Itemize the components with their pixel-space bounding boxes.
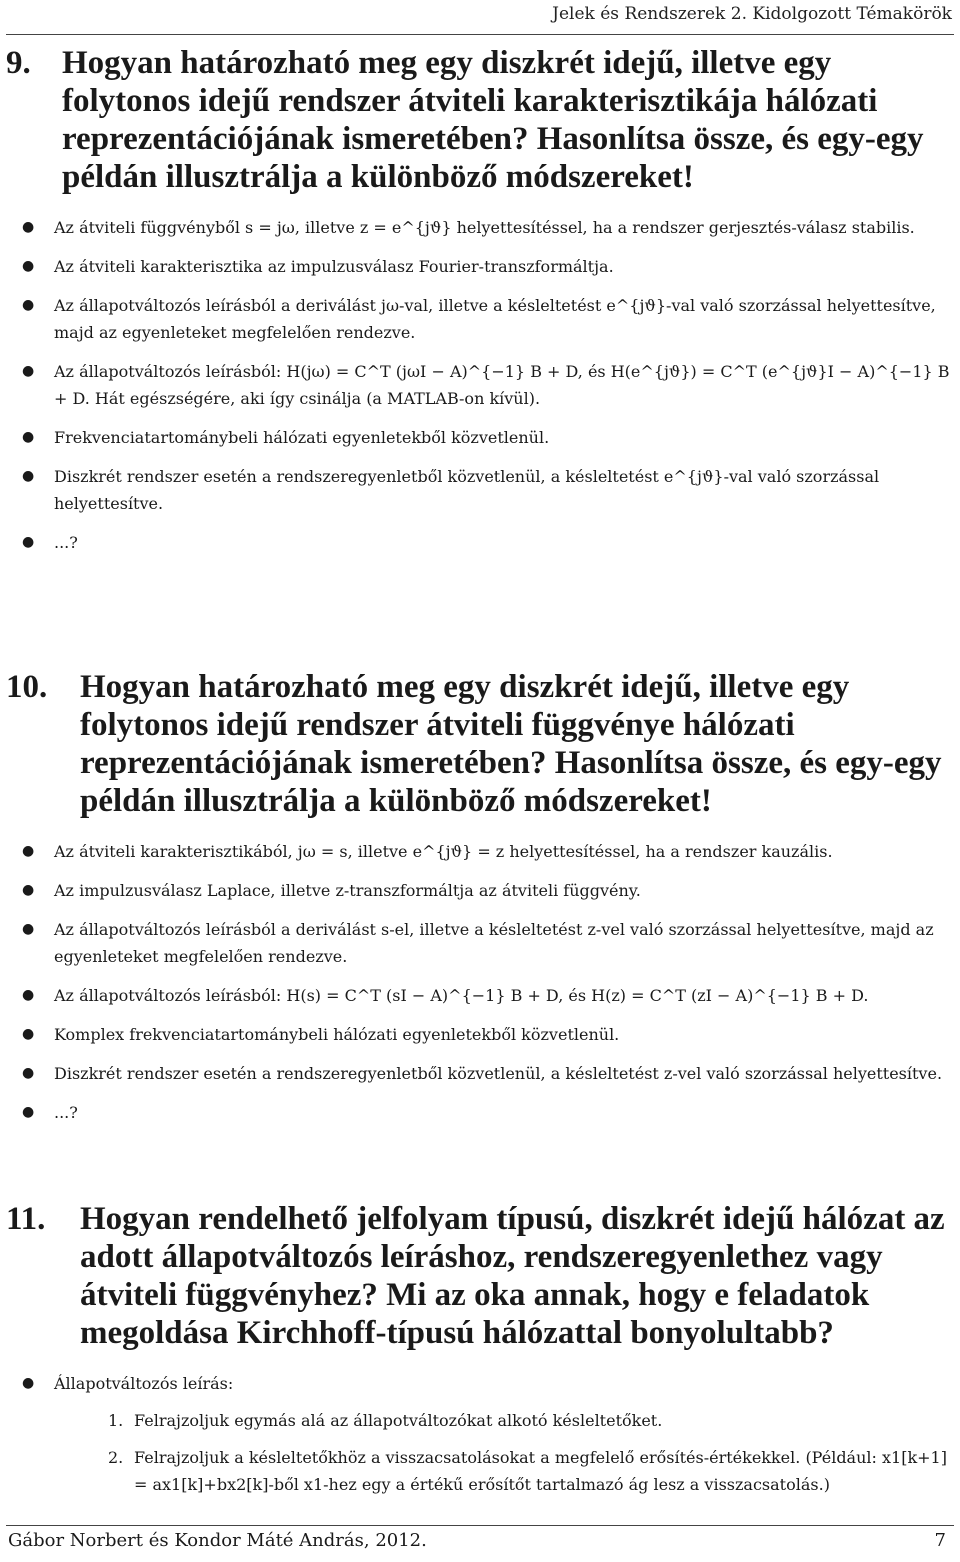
bullet-icon: ● [22,363,35,379]
bullet-icon: ● [22,534,35,550]
list-item: ● Diszkrét rendszer esetén a rendszeregyenletből közvetlenül, a késleltetést e^{jϑ}-val való szorzással helyettesítve. [0,463,960,517]
section-title-text: Hogyan határozható meg egy diszkrét idejű, illetve egy folytonos idejű rendszer átviteli karakterisztikája hálózati reprezentációjának ismeretében? Hasonlítsa össze, és egy-egy példán illusztrálja a különböző módszereket! [62,45,924,195]
bullet-icon: ● [22,1026,35,1042]
bullet-icon: ● [22,219,35,235]
list-item: ● Az állapotváltozós leírásból: H(jω) = C^T (jωI − A)^{−1} B + D, és H(e^{jϑ}) = C^T (e^{jϑ}I − A)^{−1} B + D. Hát egészségére, aki így csinálja (a MATLAB-on kívül). [0,358,960,412]
list-item: ● Az állapotváltozós leírásból: H(s) = C^T (sI − A)^{−1} B + D, és H(z) = C^T (zI − A)^{−1} B + D. [0,982,960,1009]
list-item: ● Diszkrét rendszer esetén a rendszeregyenletből közvetlenül, a késleltetést z-vel való szorzással helyettesítve. [0,1060,960,1087]
bullet-list [0,214,960,556]
section-number: 10. [6,669,48,705]
list-item: ● ...? [0,1099,960,1126]
bullet-icon: ● [22,843,35,859]
page-number: 7 [934,1530,946,1551]
footer-authors: Gábor Norbert és Kondor Máté András, 2012. [8,1530,427,1551]
footer-rule [6,1525,954,1526]
bullet-icon: ● [22,987,35,1003]
list-item: ● Az állapotváltozós leírásból a deriválást s-el, illetve a késleltetést z-vel való szorzással helyettesítve, majd az egyenleteket megfelelően rendezve. [0,916,960,970]
bullet-icon: ● [22,1065,35,1081]
numbered-item: 1. Felrajzoljuk egymás alá az állapotváltozókat alkotó késleltetőket. [108,1411,663,1430]
bullet-list [0,1370,960,1498]
list-item: ● Az átviteli karakterisztikából, jω = s, illetve e^{jϑ} = z helyettesítéssel, ha a rendszer kauzális. [0,838,960,865]
list-item: ● Az állapotváltozós leírásból a deriválást jω-val, illetve a késleltetést e^{jϑ}-val való szorzással helyettesítve, majd az egyenleteket megfelelően rendezve. [0,292,960,346]
bullet-icon: ● [22,468,35,484]
section-title [0,1200,960,1352]
bullet-icon: ● [22,921,35,937]
section-title-text: Hogyan rendelhető jelfolyam típusú, diszkrét idejű hálózat az adott állapotváltozós leíráshoz, rendszeregyenlethez vagy átviteli függvényhez? Mi az oka annak, hogy e feladatok megoldása Kirchhoff-típusú hálózattal bonyolultabb? [80,1201,945,1351]
section-number: 9. [6,45,31,81]
numbered-item: 2. Felrajzoljuk a késleltetőkhöz a visszacsatolásokat a megfelelő erősítés-értékekkel. (Például: x1[k+1] = ax1[k]+bx2[k]-ből x1-hez egy a értékű erősítőt tartalmazó ág lesz a visszacsatolás.) [108,1448,947,1494]
list-item: ● Az impulzusválasz Laplace, illetve z-transzformáltja az átviteli függvény. [0,877,960,904]
list-item: ● Komplex frekvenciatartománybeli hálózati egyenletekből közvetlenül. [0,1021,960,1048]
bullet-icon: ● [22,429,35,445]
bullet-icon: ● [22,1104,35,1120]
section-title-text: Hogyan határozható meg egy diszkrét idejű, illetve egy folytonos idejű rendszer átviteli függvénye hálózati reprezentációjának ismeretében? Hasonlítsa össze, és egy-egy példán illusztrálja a különböző módszereket! [80,669,942,819]
list-item: ● Az átviteli függvényből s = jω, illetve z = e^{jϑ} helyettesítéssel, ha a rendszer gerjesztés-válasz stabilis. [0,214,960,241]
section-11 [0,1200,960,1510]
running-header: Jelek és Rendszerek 2. Kidolgozott Témakörök [552,4,952,24]
numbered-list [54,1407,954,1498]
bullet-icon: ● [22,1375,35,1391]
section-number: 11. [6,1201,46,1237]
section-title [0,44,960,196]
bullet-list [0,838,960,1126]
list-item: ● Az átviteli karakterisztika az impulzusválasz Fourier-transzformáltja. [0,253,960,280]
bullet-icon: ● [22,258,35,274]
header-rule [6,34,954,35]
section-title [0,668,960,820]
section-9 [0,44,960,568]
list-item: ● Frekvenciatartománybeli hálózati egyenletekből közvetlenül. [0,424,960,451]
list-item: ● ...? [0,529,960,556]
bullet-icon: ● [22,297,35,313]
bullet-icon: ● [22,882,35,898]
list-item: ● Állapotváltozós leírás: 1. Felrajzoljuk egymás alá az állapotváltozókat alkotó késleltetőket. 2. Felrajzoljuk a késleltetőkhöz a visszacsatolásokat a megfelelő erősítés-értékekkel. (Például: x1[k+1] = ax1[k]+bx2[k]-ből x1-hez egy a értékű erősítőt tartalmazó ág lesz a visszacsatolás.) [0,1370,960,1498]
section-10 [0,668,960,1138]
